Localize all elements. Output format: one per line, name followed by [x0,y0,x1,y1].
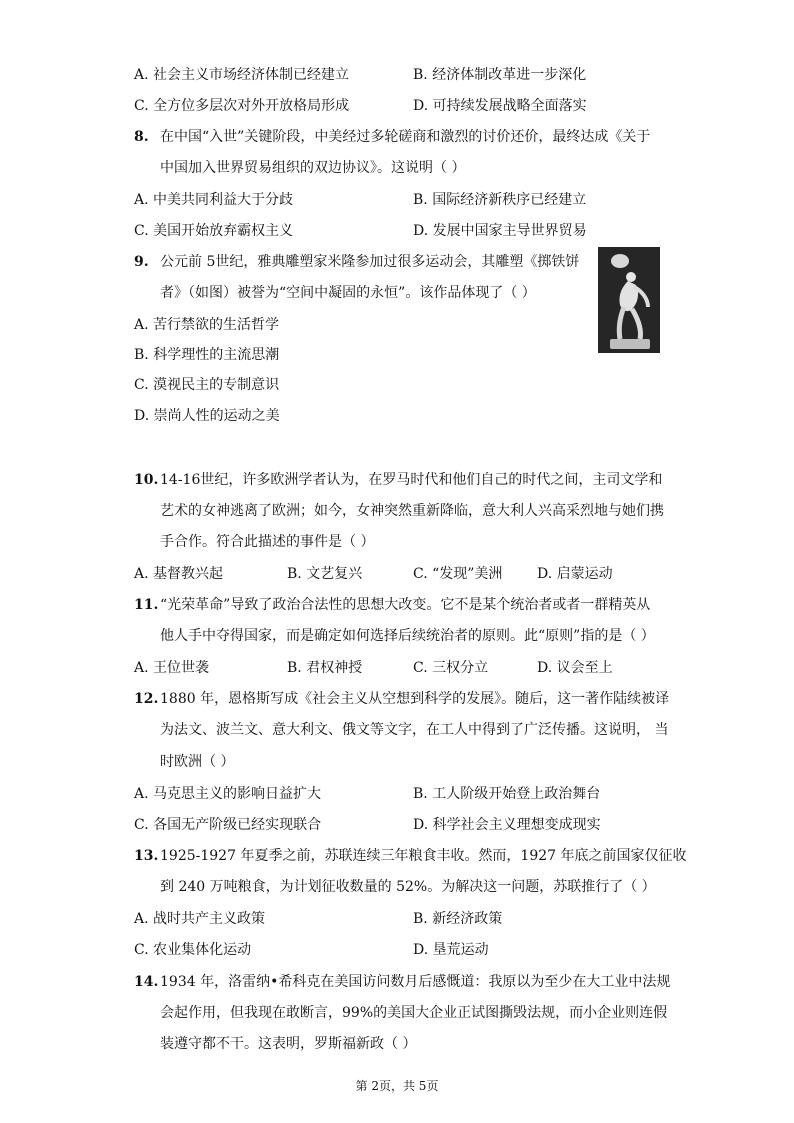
question-number: 13. [134,848,159,864]
question-text: 者》（如图）被誉为“空间中凝固的永恒”。该作品体现了（ ） [160,285,536,301]
option-b: B. 国际经济新秩序已经建立 [413,192,587,208]
option-b: B. 工人阶级开始登上政治舞台 [413,786,601,802]
option-d: D. 启蒙运动 [537,566,613,582]
option-c: C. 全方位多层次对外开放格局形成 [134,98,350,114]
option-d: D. 可持续发展战略全面落实 [413,98,587,114]
question-text: 艺术的女神逃离了欧洲；如今，女神突然重新降临，意大利人兴高采烈地与她们携 [160,503,664,519]
option-a: A. 中美共同利益大于分歧 [134,192,294,208]
question-number: 8. [134,129,149,145]
discus-thrower-statue-image [598,247,660,353]
question-number: 10. [134,472,159,488]
question-text: 中国加入世界贸易组织的双边协议》。这说明（ ） [160,160,466,176]
question-text: 为法文、波兰文、意大利文、俄文等文字，在工人中得到了广泛传播。这说明， 当 [160,722,669,738]
option-d: D. 科学社会主义理想变成现实 [413,817,601,833]
option-b: B. 文艺复兴 [287,566,363,582]
option-c: C. 各国无产阶级已经实现联合 [134,817,322,833]
statue-illustration [598,247,660,353]
question-text: 在中国“入世”关键阶段，中美经过多轮磋商和激烈的讨价还价，最终达成《关于 [160,129,651,145]
question-text: 14-16世纪，许多欧洲学者认为，在罗马时代和他们自己的时代之间，主司文学和 [160,472,663,488]
page-footer: 第 2页，共 5页 [355,1079,439,1093]
option-b: B. 新经济政策 [413,911,503,927]
question-text: 他人手中夺得国家，而是确定如何选择后续统治者的原则。此“原则”指的是（ ） [160,628,655,644]
question-text: 手合作。符合此描述的事件是（ ） [160,534,375,550]
option-a: A. 王位世袭 [134,660,210,676]
option-a: A. 马克思主义的影响日益扩大 [134,786,322,802]
question-text: “光荣革命”导致了政治合法性的思想大改变。它不是某个统治者或者一群精英从 [160,597,651,613]
option-b: B. 科学理性的主流思潮 [134,347,280,363]
option-c: C. 美国开始放弃霸权主义 [134,223,294,239]
option-b: B. 经济体制改革进一步深化 [413,67,587,83]
question-text: 时欧洲（ ） [160,754,235,770]
question-number: 11. [134,597,159,613]
option-d: D. 发展中国家主导世界贸易 [413,223,587,239]
question-text: 1925-1927 年夏季之前，苏联连续三年粮食丰收。然而，1927 年底之前国家仅征收 [160,848,687,864]
question-text: 到 240 万吨粮食，为计划征收数量的 52%。为解决这一问题，苏联推行了（ ） [160,879,656,895]
question-text: 会起作用，但我现在敢断言，99%的美国大企业正试图撕毁法规，而小企业则连假 [160,1005,668,1021]
question-text: 公元前 5世纪，雅典雕塑家米隆参加过很多运动会，其雕塑《掷铁饼 [160,254,580,270]
option-c: C. 三权分立 [413,660,489,676]
option-a: A. 基督教兴起 [134,566,224,582]
question-text: 装遵守都不干。这表明，罗斯福新政（ ） [160,1036,417,1052]
question-text: 1880 年，恩格斯写成《社会主义从空想到科学的发展》。随后，这一著作陆续被译 [160,691,670,707]
question-number: 14. [134,974,159,990]
option-d: D. 垦荒运动 [413,942,489,958]
question-text: 1934 年，洛雷纳•希科克在美国访问数月后感慨道：我原以为至少在大工业中法规 [160,974,671,990]
option-a: A. 苦行禁欲的生活哲学 [134,317,280,333]
option-c: C. “发现”美洲 [413,566,503,582]
option-d: D. 崇尚人性的运动之美 [134,408,280,424]
option-a: A. 社会主义市场经济体制已经建立 [134,67,350,83]
option-a: A. 战时共产主义政策 [134,911,266,927]
question-number: 12. [134,691,159,707]
option-c: C. 农业集体化运动 [134,942,252,958]
option-b: B. 君权神授 [287,660,363,676]
question-number: 9. [134,254,149,270]
option-c: C. 漠视民主的专制意识 [134,377,280,393]
option-d: D. 议会至上 [537,660,613,676]
